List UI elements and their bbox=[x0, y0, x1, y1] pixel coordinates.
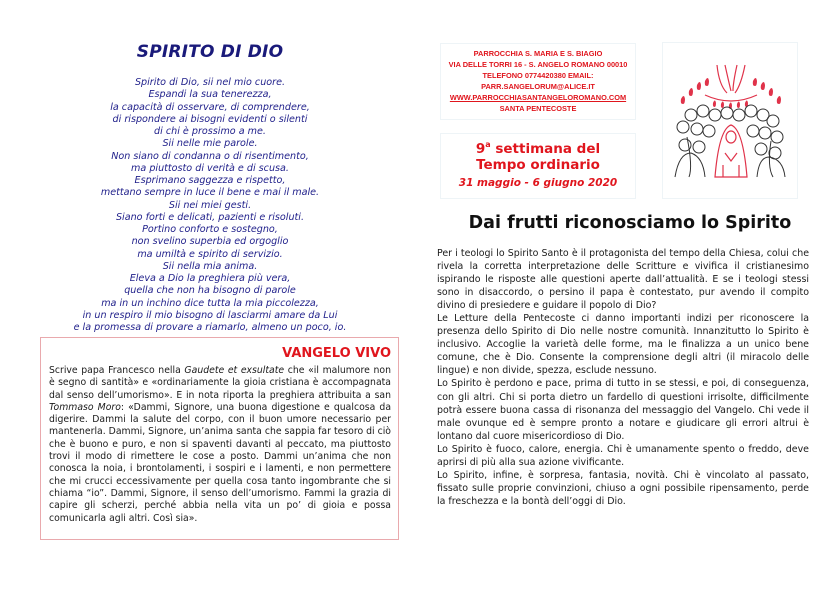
parish-email[interactable]: PARR.SANGELORUM@ALICE.IT bbox=[481, 82, 595, 91]
poem-title: SPIRITO DI DIO bbox=[136, 42, 284, 62]
article-paragraph: Per i teologi lo Spirito Santo è il protagonista del tempo della Chiesa, colui che rivela la corretta interpretazione delle Scritture e vivifica il cristianesimo ispirando le risposte alle questioni aperte dall’attualità. E se i teologi stessi sono in disaccordo, o persino il papa è contestato, pur avendo il compito divino di presiedere e guidare il popolo di Dio? bbox=[437, 248, 809, 312]
parish-address: VIA DELLE TORRI 16 - S. ANGELO ROMANO 00010 bbox=[448, 60, 628, 69]
pentecost-image-box bbox=[662, 42, 798, 199]
poem-line: la capacità di osservare, di comprendere, bbox=[110, 101, 310, 113]
poem-line: Esprimano saggezza e rispetto, bbox=[134, 175, 286, 186]
poem-line: Siano forti e delicati, pazienti e risoluti. bbox=[115, 211, 305, 223]
vangelo-text-part: : «Dammi, Signore, una buona digestione e qualcosa da digerire. Dammi la salute del corpo, con il buon umore necessario per mantenerla. Dammi, Signore, un’anima santa che sappia far tesoro di ciò che è buono e puro, e non si spaventi davanti al peccato, ma piuttosto trovi il modo di rimettere le cose a posto. Dammi un’anima che non conosca la noia, i brontolamenti, i sospiri e i lamenti, e non permettere che mi crucci eccessivamente per quella cosa tanto ingombrante che si chiama “io”. Dammi, Signore, il senso dell’umorismo. Fammi la grazia di capire gli scherzi, perché abbia nella vita un po’ di gioia e possa comunicarla agli altri. Così sia». bbox=[49, 401, 392, 524]
poem-line: Sii nei miei gesti. bbox=[168, 199, 252, 211]
article-paragraph: Lo Spirito è perdono e pace, prima di tutto in se stessi, e poi, di conseguenza, con gli altri. Chi si porta dietro un fardello di questioni irrisolte, difficilmente potrà essere buona cassa di risonanza del messaggio del Vangelo. Chi vede il male ovunque ed è sempre pronto a notare e giudicare gli errori altrui è lontano dal cuore misericordioso di Dio. bbox=[437, 378, 809, 442]
parish-feast: SANTA PENTECOSTE bbox=[499, 104, 577, 113]
poem-line: ma in un inchino dice tutta la mia piccolezza, bbox=[101, 297, 319, 309]
week-ordinal: a bbox=[485, 140, 491, 149]
poem-line: e la promessa di provare a riamarlo, almeno un poco, io. bbox=[73, 322, 347, 333]
pentecost-illustration-icon bbox=[669, 57, 793, 187]
week-info-box bbox=[440, 133, 636, 199]
week-title bbox=[441, 137, 635, 157]
vangelo-vivo-text bbox=[49, 365, 391, 525]
poem-line: Portino conforto e sostegno, bbox=[142, 224, 278, 235]
poem-line: Sii nelle mie parole. bbox=[162, 138, 258, 150]
poem-text bbox=[0, 77, 420, 334]
vangelo-book-title: Gaudete et exsultate bbox=[184, 365, 285, 376]
poem-line: Sii nella mia anima. bbox=[162, 260, 258, 272]
vangelo-vivo-title: VANGELO VIVO bbox=[282, 346, 391, 361]
article-body bbox=[437, 247, 809, 508]
parish-info-box bbox=[440, 43, 636, 120]
article-title: Dai frutti riconosciamo lo Spirito bbox=[468, 213, 792, 233]
parish-website-link[interactable]: WWW.PARROCCHIASANTANGELOROMANO.COM bbox=[449, 93, 627, 102]
vangelo-saint-name: Tommaso Moro bbox=[49, 401, 121, 413]
article-paragraph: Le Letture della Pentecoste ci danno importanti indizi per riconoscere la presenza dello Spirito di Dio nelle nostre comunità. Innanzitutto lo Spirito è inclusivo. Accoglie la varietà delle forme, ma le finalizza a un unico bene comune, che è Dio. Consente la comprensione degli altri (il miracolo delle lingue) e non divide, spezza, esclude nessuno. bbox=[437, 313, 809, 377]
poem-line: Spirito di Dio, sii nel mio cuore. bbox=[134, 77, 286, 88]
poem-line: di rispondere ai bisogni evidenti o silenti bbox=[112, 113, 308, 125]
poem-line: mettano sempre in luce il bene e mai il male. bbox=[100, 187, 320, 199]
parish-phone: TELEFONO 0774420380 EMAIL: bbox=[482, 71, 594, 80]
poem-line: ma piuttosto di verità e di scusa. bbox=[131, 162, 289, 174]
article-paragraph: Lo Spirito, infine, è sorpresa, fantasia, novità. Chi è vincolato al passato, fissato sulle proprie convinzioni, chiuso a ogni possibile ripensamento, perde la freschezza e la bontà dell’oggi di Dio. bbox=[437, 469, 809, 507]
week-title-line1: settimana del bbox=[490, 141, 601, 157]
article-paragraph: Lo Spirito è fuoco, calore, energia. Chi è umanamente spento o freddo, deve aprirsi di più alla sua azione vivificante. bbox=[437, 443, 809, 468]
vangelo-text-part: Scrive papa Francesco nella bbox=[49, 365, 185, 376]
week-title-line2: Tempo ordinario bbox=[476, 157, 600, 173]
poem-line: Espandi la sua tenerezza, bbox=[148, 89, 272, 101]
vangelo-text-part: che «il malumore non è segno di santità» e «ordinariamente la gioia cristiana è accompagnata dal senso dell’umorismo». E in nota riporta la preghiera attribuita a san bbox=[49, 365, 391, 401]
week-number: 9 bbox=[475, 141, 486, 157]
poem-line: Non siano di condanna o di risentimento, bbox=[111, 150, 309, 162]
week-dates: 31 maggio - 6 giugno 2020 bbox=[458, 177, 618, 189]
parish-name: PARROCCHIA S. MARIA E S. BIAGIO bbox=[473, 49, 603, 58]
poem-line: in un respiro il mio bisogno di lasciarmi amare da Lui bbox=[82, 309, 338, 321]
poem-line: ma umiltà e spirito di servizio. bbox=[137, 248, 283, 260]
poem-line: quella che non ha bisogno di parole bbox=[124, 285, 296, 297]
poem-line: di chi è prossimo a me. bbox=[154, 126, 266, 137]
poem-line: non svelino superbia ed orgoglio bbox=[131, 236, 289, 248]
vangelo-vivo-box bbox=[40, 337, 399, 540]
poem-line: Eleva a Dio la preghiera più vera, bbox=[129, 273, 291, 284]
